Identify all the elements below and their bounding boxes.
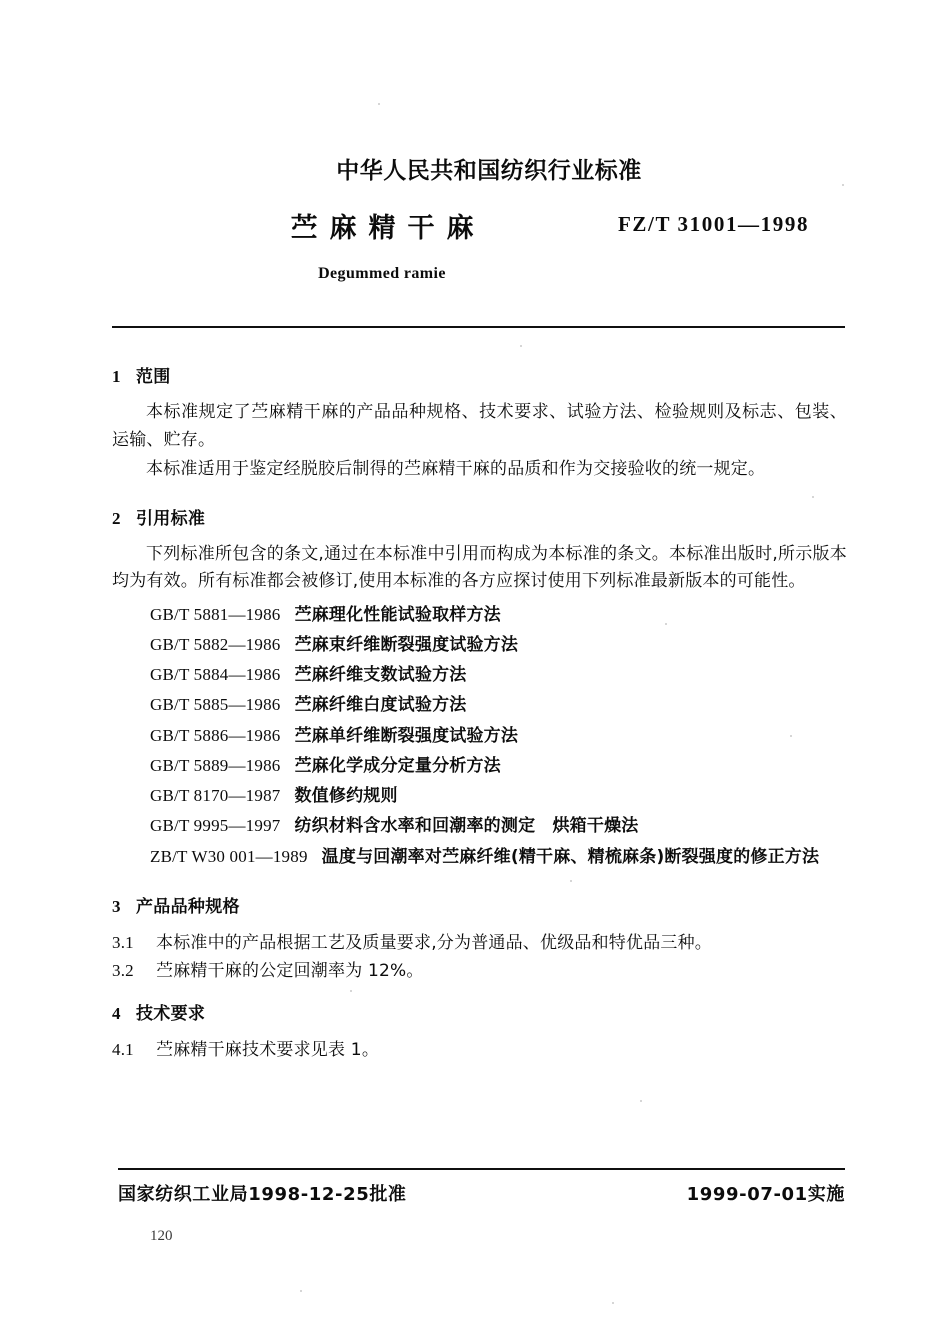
- spacer: [112, 986, 847, 999]
- section-heading-2: [112, 504, 847, 529]
- header-divider: [112, 326, 845, 328]
- list-item: [112, 781, 847, 811]
- list-item: [112, 600, 847, 630]
- clause-text: 苎麻精干麻的公定回潮率为 12%。: [156, 961, 424, 982]
- subtitle-english: Degummed ramie: [318, 265, 446, 282]
- section-number: 3: [112, 896, 121, 916]
- standard-code: GB/T 5886—1986: [150, 725, 281, 745]
- section-heading-1: [112, 362, 847, 387]
- section-number: 4: [112, 1003, 121, 1023]
- clause-number: 3.1: [112, 932, 134, 952]
- paragraph: 本标准规定了苎麻精干麻的产品品种规格、技术要求、试验方法、检验规则及标志、包装、运输、贮存。: [112, 402, 847, 450]
- section-number: 1: [112, 367, 121, 386]
- scan-speck: [640, 1100, 642, 1102]
- standard-name: 纺织材料含水率和回潮率的测定 烘箱干燥法: [294, 816, 639, 837]
- scan-speck: [378, 103, 380, 105]
- standard-code: GB/T 9995—1997: [150, 816, 281, 836]
- clause: [112, 1036, 847, 1065]
- spacer: [112, 872, 847, 892]
- section-heading-3: [112, 892, 847, 917]
- clause-number: 3.2: [112, 961, 134, 981]
- section-title: 范围: [136, 367, 171, 387]
- standard-name: 数值修约规则: [294, 786, 398, 807]
- footer-approval-text: 国家纺织工业局1998-12-25批准: [118, 1184, 407, 1205]
- standard-code: GB/T 5882—1986: [150, 634, 281, 654]
- title-row: [0, 206, 950, 250]
- clause-text: 本标准中的产品根据工艺及质量要求,分为普通品、优级品和特优品三种。: [156, 932, 713, 953]
- standard-code: ZB/T W30 001—1989: [150, 846, 308, 866]
- standard-name: 苎麻理化性能试验取样方法: [294, 604, 501, 625]
- page-number: 120: [150, 1228, 173, 1244]
- standard-code: GB/T 5885—1986: [150, 695, 281, 715]
- scan-speck: [612, 1302, 614, 1304]
- standard-name: 温度与回潮率对苎麻纤维(精干麻、精梳麻条)断裂强度的修正方法: [321, 846, 820, 867]
- clause-number: 4.1: [112, 1039, 134, 1059]
- list-item: [112, 690, 847, 720]
- standard-number: FZ/T 31001—1998: [618, 212, 810, 236]
- clause: [112, 929, 847, 958]
- list-item: [112, 630, 847, 660]
- list-item: [112, 721, 847, 751]
- standard-name: 苎麻化学成分定量分析方法: [294, 755, 501, 776]
- standard-name: 苎麻单纤维断裂强度试验方法: [294, 725, 519, 746]
- footer-effective-date: 1999-07-01实施: [686, 1184, 845, 1205]
- section-title: 引用标准: [136, 508, 206, 529]
- list-item: [112, 660, 847, 690]
- paragraph: 下列标准所包含的条文,通过在本标准中引用而构成为本标准的条文。本标准出版时,所示版本均为有效。所有标准都会被修订,使用本标准的各方应探讨使用下列标准最新版本的可能性。: [112, 543, 847, 592]
- document-body: [112, 362, 847, 1064]
- section-number: 2: [112, 508, 121, 528]
- standard-name: 苎麻纤维白度试验方法: [294, 695, 467, 716]
- page-title: 苎麻精干麻: [290, 213, 486, 244]
- standard-code: GB/T 8170—1987: [150, 786, 281, 806]
- standard-organization-heading: 中华人民共和国纺织行业标准: [336, 158, 642, 184]
- scan-speck: [300, 1290, 302, 1292]
- standard-code: GB/T 5889—1986: [150, 755, 281, 775]
- footer-divider: [118, 1168, 845, 1170]
- paragraph: 本标准适用于鉴定经脱胶后制得的苎麻精干麻的品质和作为交接验收的统一规定。: [146, 459, 766, 480]
- spacer: [112, 484, 847, 504]
- clause-text: 苎麻精干麻技术要求见表 1。: [156, 1039, 380, 1060]
- standard-code: GB/T 5881—1986: [150, 604, 281, 624]
- list-item: [112, 751, 847, 781]
- standard-code: GB/T 5884—1986: [150, 665, 281, 685]
- clause: [112, 957, 847, 986]
- list-item: [112, 842, 847, 872]
- scan-speck: [520, 345, 522, 347]
- section-heading-4: [112, 999, 847, 1024]
- section-title: 产品品种规格: [136, 896, 240, 917]
- standard-name: 苎麻束纤维断裂强度试验方法: [294, 634, 519, 655]
- standard-name: 苎麻纤维支数试验方法: [294, 665, 467, 686]
- referenced-standards-list: [112, 600, 847, 872]
- section-title: 技术要求: [136, 1003, 206, 1024]
- list-item: [112, 811, 847, 841]
